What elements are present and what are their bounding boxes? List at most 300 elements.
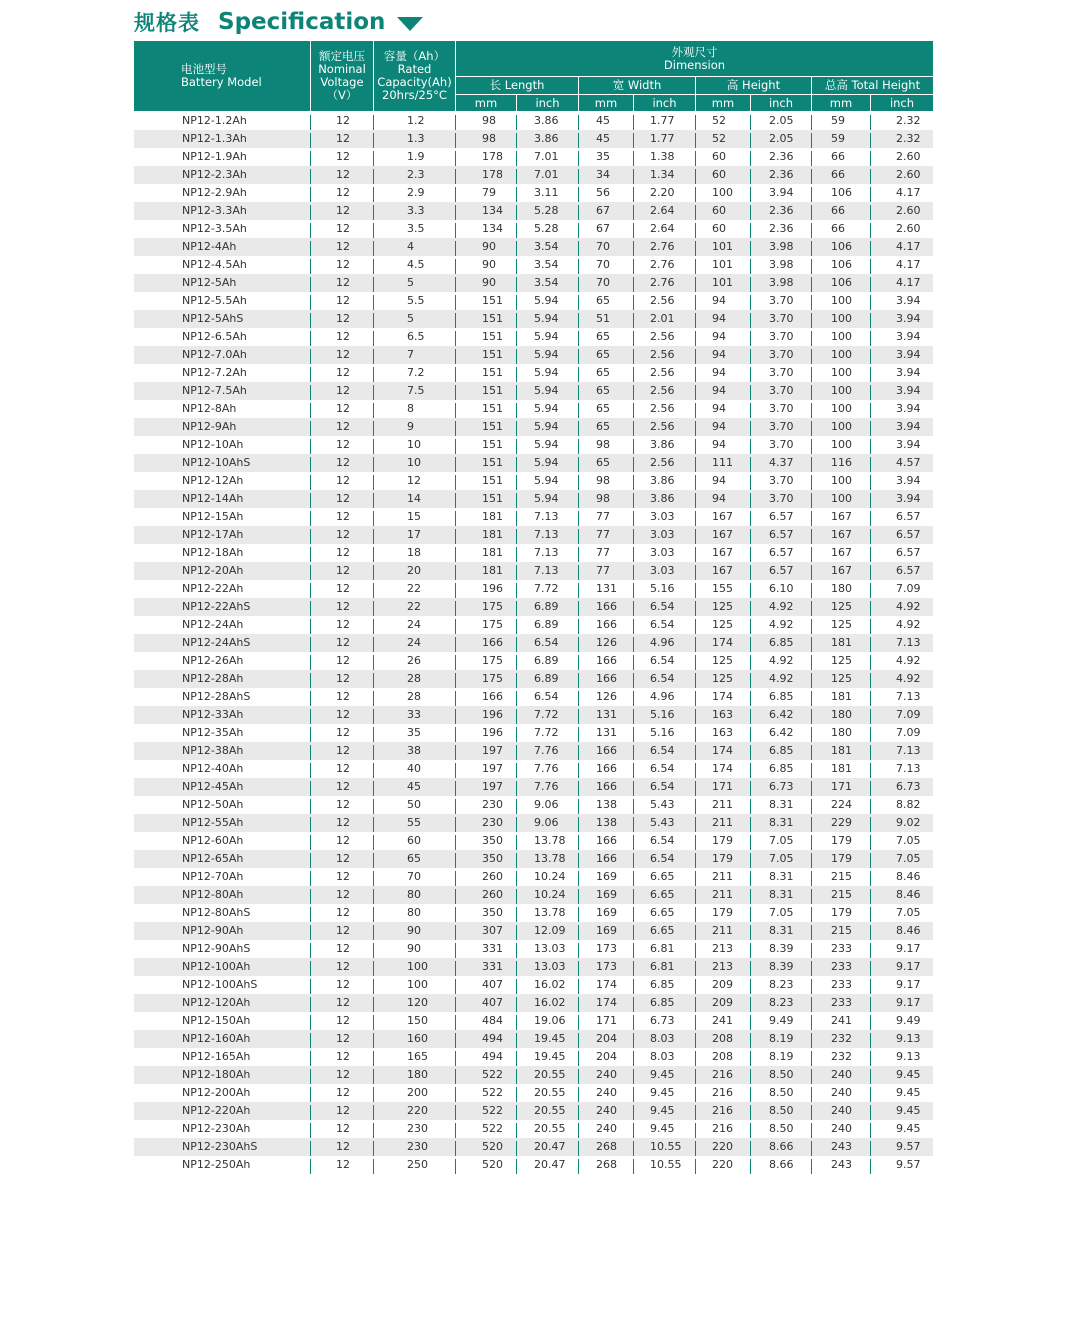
column-divider bbox=[578, 259, 579, 274]
cell-width-mm: 169 bbox=[596, 906, 617, 919]
column-divider bbox=[455, 817, 456, 832]
column-divider bbox=[695, 313, 696, 328]
column-divider bbox=[870, 853, 871, 868]
cell-width-inch: 5.16 bbox=[650, 582, 675, 595]
table-row bbox=[134, 616, 933, 634]
cell-model: NP12-22AhS bbox=[182, 600, 251, 613]
header-capacity-en3: 20hrs/25°C bbox=[382, 88, 447, 102]
column-divider bbox=[516, 421, 517, 436]
cell-total-height-inch: 2.60 bbox=[896, 222, 921, 235]
cell-total-height-inch: 7.13 bbox=[896, 744, 921, 757]
column-divider bbox=[455, 547, 456, 562]
column-divider bbox=[633, 979, 634, 994]
column-divider bbox=[455, 1105, 456, 1120]
cell-width-inch: 9.45 bbox=[650, 1104, 675, 1117]
cell-height-inch: 6.57 bbox=[769, 510, 794, 523]
column-divider bbox=[750, 403, 751, 418]
column-divider bbox=[516, 349, 517, 364]
cell-width-inch: 6.54 bbox=[650, 654, 675, 667]
cell-length-inch: 7.13 bbox=[534, 546, 559, 559]
column-divider bbox=[516, 1123, 517, 1138]
cell-model: NP12-80AhS bbox=[182, 906, 251, 919]
column-divider bbox=[516, 187, 517, 202]
cell-width-inch: 6.65 bbox=[650, 924, 675, 937]
column-divider bbox=[870, 1069, 871, 1084]
cell-width-mm: 169 bbox=[596, 924, 617, 937]
table-row bbox=[134, 1066, 933, 1084]
column-divider bbox=[811, 1051, 812, 1066]
column-divider bbox=[870, 1123, 871, 1138]
column-divider bbox=[811, 331, 812, 346]
cell-total-height-inch: 9.45 bbox=[896, 1104, 921, 1117]
cell-length-inch: 19.45 bbox=[534, 1032, 566, 1045]
cell-length-inch: 3.86 bbox=[534, 132, 559, 145]
cell-capacity: 5 bbox=[407, 312, 414, 325]
cell-length-inch: 7.13 bbox=[534, 564, 559, 577]
column-divider bbox=[455, 277, 456, 292]
cell-total-height-inch: 3.94 bbox=[896, 366, 921, 379]
column-divider bbox=[695, 781, 696, 796]
cell-total-height-mm: 233 bbox=[831, 960, 852, 973]
cell-model: NP12-90Ah bbox=[182, 924, 244, 937]
cell-total-height-mm: 215 bbox=[831, 924, 852, 937]
column-divider bbox=[870, 223, 871, 238]
column-divider bbox=[516, 511, 517, 526]
column-divider bbox=[633, 871, 634, 886]
cell-height-mm: 94 bbox=[712, 384, 726, 397]
column-divider bbox=[310, 313, 311, 328]
cell-height-inch: 2.36 bbox=[769, 204, 794, 217]
column-divider bbox=[633, 457, 634, 472]
cell-length-mm: 260 bbox=[482, 888, 503, 901]
cell-length-inch: 7.13 bbox=[534, 510, 559, 523]
column-divider bbox=[633, 1033, 634, 1048]
cell-total-height-inch: 8.82 bbox=[896, 798, 921, 811]
column-divider bbox=[516, 1159, 517, 1174]
table-row bbox=[134, 130, 933, 148]
column-divider bbox=[455, 331, 456, 346]
column-divider bbox=[373, 151, 374, 166]
column-divider bbox=[633, 403, 634, 418]
table-row bbox=[134, 184, 933, 202]
column-divider bbox=[870, 241, 871, 256]
column-divider bbox=[578, 169, 579, 184]
column-divider bbox=[695, 169, 696, 184]
cell-length-mm: 151 bbox=[482, 366, 503, 379]
column-divider bbox=[695, 1159, 696, 1174]
cell-height-mm: 60 bbox=[712, 204, 726, 217]
column-divider bbox=[310, 619, 311, 634]
cell-capacity: 5 bbox=[407, 276, 414, 289]
column-divider bbox=[455, 583, 456, 598]
cell-length-mm: 98 bbox=[482, 114, 496, 127]
table-row bbox=[134, 1120, 933, 1138]
column-divider bbox=[516, 709, 517, 724]
cell-width-mm: 35 bbox=[596, 150, 610, 163]
cell-total-height-mm: 233 bbox=[831, 996, 852, 1009]
cell-capacity: 80 bbox=[407, 906, 421, 919]
column-divider bbox=[750, 907, 751, 922]
column-divider bbox=[750, 817, 751, 832]
table-row bbox=[134, 958, 933, 976]
cell-capacity: 4 bbox=[407, 240, 414, 253]
column-divider bbox=[455, 655, 456, 670]
cell-height-inch: 8.31 bbox=[769, 870, 794, 883]
cell-capacity: 12 bbox=[407, 474, 421, 487]
column-divider bbox=[373, 313, 374, 328]
unit-height-inch: inch bbox=[768, 95, 794, 110]
column-divider bbox=[373, 745, 374, 760]
cell-capacity: 250 bbox=[407, 1158, 428, 1171]
column-divider bbox=[695, 1033, 696, 1048]
cell-length-mm: 90 bbox=[482, 276, 496, 289]
table-body bbox=[134, 112, 933, 1174]
cell-length-inch: 20.47 bbox=[534, 1158, 566, 1171]
cell-width-inch: 3.86 bbox=[650, 474, 675, 487]
column-divider bbox=[373, 655, 374, 670]
column-divider bbox=[750, 1015, 751, 1030]
column-divider bbox=[455, 259, 456, 274]
column-divider bbox=[750, 385, 751, 400]
column-divider bbox=[310, 655, 311, 670]
column-divider bbox=[870, 691, 871, 706]
column-divider bbox=[695, 295, 696, 310]
column-divider bbox=[870, 169, 871, 184]
column-divider bbox=[750, 997, 751, 1012]
cell-length-inch: 5.94 bbox=[534, 420, 559, 433]
cell-voltage: 12 bbox=[336, 564, 350, 577]
cell-model: NP12-9Ah bbox=[182, 420, 237, 433]
cell-voltage: 12 bbox=[336, 132, 350, 145]
column-divider bbox=[750, 493, 751, 508]
column-divider bbox=[695, 439, 696, 454]
cell-total-height-inch: 3.94 bbox=[896, 312, 921, 325]
cell-length-inch: 9.06 bbox=[534, 798, 559, 811]
cell-height-mm: 179 bbox=[712, 906, 733, 919]
cell-height-mm: 211 bbox=[712, 924, 733, 937]
column-divider bbox=[516, 439, 517, 454]
column-divider bbox=[870, 187, 871, 202]
cell-capacity: 230 bbox=[407, 1122, 428, 1135]
cell-total-height-inch: 8.46 bbox=[896, 870, 921, 883]
cell-width-mm: 138 bbox=[596, 798, 617, 811]
cell-width-mm: 77 bbox=[596, 564, 610, 577]
cell-height-inch: 3.70 bbox=[769, 438, 794, 451]
cell-height-inch: 9.49 bbox=[769, 1014, 794, 1027]
column-divider bbox=[695, 709, 696, 724]
cell-capacity: 200 bbox=[407, 1086, 428, 1099]
column-divider bbox=[310, 943, 311, 958]
cell-height-inch: 8.23 bbox=[769, 978, 794, 991]
column-divider bbox=[373, 529, 374, 544]
cell-width-mm: 51 bbox=[596, 312, 610, 325]
cell-model: NP12-45Ah bbox=[182, 780, 244, 793]
cell-length-inch: 5.94 bbox=[534, 348, 559, 361]
column-divider bbox=[633, 637, 634, 652]
column-divider bbox=[870, 439, 871, 454]
column-divider bbox=[578, 997, 579, 1012]
header-dimension bbox=[456, 43, 933, 75]
column-divider bbox=[633, 1159, 634, 1174]
cell-length-mm: 230 bbox=[482, 798, 503, 811]
cell-model: NP12-65Ah bbox=[182, 852, 244, 865]
column-divider bbox=[870, 277, 871, 292]
column-divider bbox=[310, 1123, 311, 1138]
column-divider bbox=[870, 367, 871, 382]
column-divider bbox=[695, 943, 696, 958]
cell-height-inch: 3.98 bbox=[769, 240, 794, 253]
column-divider bbox=[633, 853, 634, 868]
cell-model: NP12-4.5Ah bbox=[182, 258, 247, 271]
cell-model: NP12-165Ah bbox=[182, 1050, 251, 1063]
cell-capacity: 5.5 bbox=[407, 294, 425, 307]
column-divider bbox=[516, 169, 517, 184]
column-divider bbox=[811, 1141, 812, 1156]
column-divider bbox=[455, 367, 456, 382]
column-divider bbox=[870, 835, 871, 850]
column-divider bbox=[811, 781, 812, 796]
cell-voltage: 12 bbox=[336, 762, 350, 775]
column-divider bbox=[310, 331, 311, 346]
cell-length-inch: 6.89 bbox=[534, 654, 559, 667]
column-divider bbox=[695, 673, 696, 688]
cell-length-mm: 407 bbox=[482, 996, 503, 1009]
cell-capacity: 15 bbox=[407, 510, 421, 523]
cell-total-height-inch: 6.73 bbox=[896, 780, 921, 793]
cell-height-inch: 4.92 bbox=[769, 618, 794, 631]
cell-model: NP12-26Ah bbox=[182, 654, 244, 667]
cell-total-height-inch: 7.13 bbox=[896, 690, 921, 703]
column-divider bbox=[633, 529, 634, 544]
column-divider bbox=[750, 943, 751, 958]
column-divider bbox=[811, 367, 812, 382]
column-divider bbox=[455, 871, 456, 886]
table-row bbox=[134, 490, 933, 508]
table-row bbox=[134, 670, 933, 688]
cell-height-mm: 94 bbox=[712, 294, 726, 307]
table-row bbox=[134, 346, 933, 364]
cell-length-inch: 13.03 bbox=[534, 942, 566, 955]
column-divider bbox=[633, 619, 634, 634]
column-divider bbox=[870, 763, 871, 778]
cell-length-mm: 522 bbox=[482, 1122, 503, 1135]
cell-length-mm: 522 bbox=[482, 1068, 503, 1081]
column-divider bbox=[310, 889, 311, 904]
cell-length-mm: 178 bbox=[482, 168, 503, 181]
cell-width-inch: 10.55 bbox=[650, 1140, 682, 1153]
column-divider bbox=[455, 637, 456, 652]
cell-length-mm: 181 bbox=[482, 564, 503, 577]
cell-length-mm: 79 bbox=[482, 186, 496, 199]
table-row bbox=[134, 508, 933, 526]
column-divider bbox=[516, 655, 517, 670]
table-row bbox=[134, 634, 933, 652]
cell-capacity: 9 bbox=[407, 420, 414, 433]
column-divider bbox=[578, 835, 579, 850]
column-divider bbox=[310, 853, 311, 868]
cell-height-mm: 101 bbox=[712, 258, 733, 271]
column-divider bbox=[310, 997, 311, 1012]
cell-height-inch: 2.05 bbox=[769, 132, 794, 145]
cell-capacity: 100 bbox=[407, 978, 428, 991]
cell-length-mm: 175 bbox=[482, 672, 503, 685]
column-divider bbox=[516, 115, 517, 130]
column-divider bbox=[455, 169, 456, 184]
header-battery-model bbox=[134, 41, 310, 111]
cell-length-inch: 3.54 bbox=[534, 258, 559, 271]
cell-length-inch: 13.78 bbox=[534, 834, 566, 847]
column-divider bbox=[811, 673, 812, 688]
cell-height-inch: 8.19 bbox=[769, 1050, 794, 1063]
column-divider bbox=[578, 1069, 579, 1084]
column-divider bbox=[633, 925, 634, 940]
cell-length-mm: 196 bbox=[482, 726, 503, 739]
cell-voltage: 12 bbox=[336, 654, 350, 667]
column-divider bbox=[750, 475, 751, 490]
column-divider bbox=[695, 619, 696, 634]
cell-total-height-inch: 8.46 bbox=[896, 924, 921, 937]
cell-total-height-mm: 180 bbox=[831, 708, 852, 721]
cell-length-mm: 166 bbox=[482, 690, 503, 703]
column-divider bbox=[870, 547, 871, 562]
column-divider bbox=[811, 493, 812, 508]
page-title bbox=[134, 8, 423, 36]
cell-height-mm: 211 bbox=[712, 798, 733, 811]
column-divider bbox=[516, 871, 517, 886]
column-divider bbox=[695, 817, 696, 832]
cell-width-inch: 9.45 bbox=[650, 1122, 675, 1135]
column-divider bbox=[455, 223, 456, 238]
column-divider bbox=[373, 835, 374, 850]
column-divider bbox=[750, 331, 751, 346]
column-divider bbox=[516, 583, 517, 598]
column-divider bbox=[633, 331, 634, 346]
column-divider bbox=[870, 259, 871, 274]
cell-width-mm: 166 bbox=[596, 618, 617, 631]
column-divider bbox=[578, 889, 579, 904]
cell-height-inch: 3.70 bbox=[769, 474, 794, 487]
cell-capacity: 17 bbox=[407, 528, 421, 541]
cell-length-inch: 5.94 bbox=[534, 438, 559, 451]
cell-height-inch: 3.70 bbox=[769, 348, 794, 361]
cell-voltage: 12 bbox=[336, 438, 350, 451]
column-divider bbox=[310, 205, 311, 220]
cell-height-inch: 6.85 bbox=[769, 636, 794, 649]
cell-length-inch: 7.13 bbox=[534, 528, 559, 541]
column-divider bbox=[870, 1087, 871, 1102]
unit-height-mm: mm bbox=[711, 95, 735, 110]
unit-length-mm: mm bbox=[474, 95, 498, 110]
cell-height-inch: 8.31 bbox=[769, 924, 794, 937]
cell-height-inch: 8.50 bbox=[769, 1122, 794, 1135]
cell-model: NP12-6.5Ah bbox=[182, 330, 247, 343]
column-divider bbox=[695, 655, 696, 670]
cell-length-mm: 522 bbox=[482, 1104, 503, 1117]
cell-total-height-inch: 6.57 bbox=[896, 546, 921, 559]
cell-model: NP12-250Ah bbox=[182, 1158, 251, 1171]
cell-width-inch: 6.65 bbox=[650, 870, 675, 883]
column-divider bbox=[750, 871, 751, 886]
cell-width-mm: 240 bbox=[596, 1068, 617, 1081]
column-divider bbox=[516, 907, 517, 922]
column-divider bbox=[516, 763, 517, 778]
column-divider bbox=[633, 511, 634, 526]
cell-total-height-mm: 100 bbox=[831, 438, 852, 451]
cell-model: NP12-120Ah bbox=[182, 996, 251, 1009]
cell-width-mm: 65 bbox=[596, 384, 610, 397]
column-divider bbox=[870, 583, 871, 598]
cell-width-mm: 131 bbox=[596, 726, 617, 739]
cell-width-mm: 171 bbox=[596, 1014, 617, 1027]
cell-width-inch: 4.96 bbox=[650, 636, 675, 649]
cell-total-height-inch: 9.57 bbox=[896, 1140, 921, 1153]
cell-height-mm: 213 bbox=[712, 960, 733, 973]
column-divider bbox=[633, 385, 634, 400]
unit-total-inch: inch bbox=[889, 95, 915, 110]
cell-length-mm: 134 bbox=[482, 204, 503, 217]
column-divider bbox=[633, 1141, 634, 1156]
cell-length-inch: 20.55 bbox=[534, 1122, 566, 1135]
column-divider bbox=[811, 655, 812, 670]
cell-height-inch: 8.31 bbox=[769, 816, 794, 829]
cell-width-inch: 5.43 bbox=[650, 798, 675, 811]
cell-length-mm: 151 bbox=[482, 474, 503, 487]
column-divider bbox=[870, 295, 871, 310]
column-divider bbox=[455, 187, 456, 202]
column-divider bbox=[811, 547, 812, 562]
cell-total-height-mm: 167 bbox=[831, 564, 852, 577]
column-divider bbox=[310, 1087, 311, 1102]
cell-total-height-inch: 7.09 bbox=[896, 708, 921, 721]
column-divider bbox=[870, 205, 871, 220]
column-divider bbox=[516, 529, 517, 544]
column-divider bbox=[633, 673, 634, 688]
column-divider bbox=[373, 1141, 374, 1156]
column-divider bbox=[310, 709, 311, 724]
column-divider bbox=[811, 1123, 812, 1138]
column-divider bbox=[633, 151, 634, 166]
column-divider bbox=[811, 169, 812, 184]
column-divider bbox=[373, 259, 374, 274]
table-row bbox=[134, 418, 933, 436]
column-divider bbox=[811, 529, 812, 544]
table-row bbox=[134, 922, 933, 940]
column-divider bbox=[695, 835, 696, 850]
column-divider bbox=[695, 277, 696, 292]
cell-length-inch: 16.02 bbox=[534, 996, 566, 1009]
cell-capacity: 22 bbox=[407, 600, 421, 613]
column-divider bbox=[750, 601, 751, 616]
cell-capacity: 6.5 bbox=[407, 330, 425, 343]
column-divider bbox=[750, 961, 751, 976]
cell-voltage: 12 bbox=[336, 1014, 350, 1027]
column-divider bbox=[373, 997, 374, 1012]
cell-length-mm: 196 bbox=[482, 582, 503, 595]
cell-height-inch: 6.85 bbox=[769, 690, 794, 703]
cell-width-inch: 2.76 bbox=[650, 258, 675, 271]
cell-width-mm: 67 bbox=[596, 222, 610, 235]
cell-width-mm: 65 bbox=[596, 294, 610, 307]
cell-length-inch: 3.54 bbox=[534, 240, 559, 253]
cell-total-height-inch: 7.13 bbox=[896, 762, 921, 775]
column-divider bbox=[578, 1051, 579, 1066]
column-divider bbox=[516, 925, 517, 940]
column-divider bbox=[310, 691, 311, 706]
cell-height-mm: 100 bbox=[712, 186, 733, 199]
column-divider bbox=[750, 673, 751, 688]
cell-capacity: 22 bbox=[407, 582, 421, 595]
cell-width-mm: 169 bbox=[596, 888, 617, 901]
